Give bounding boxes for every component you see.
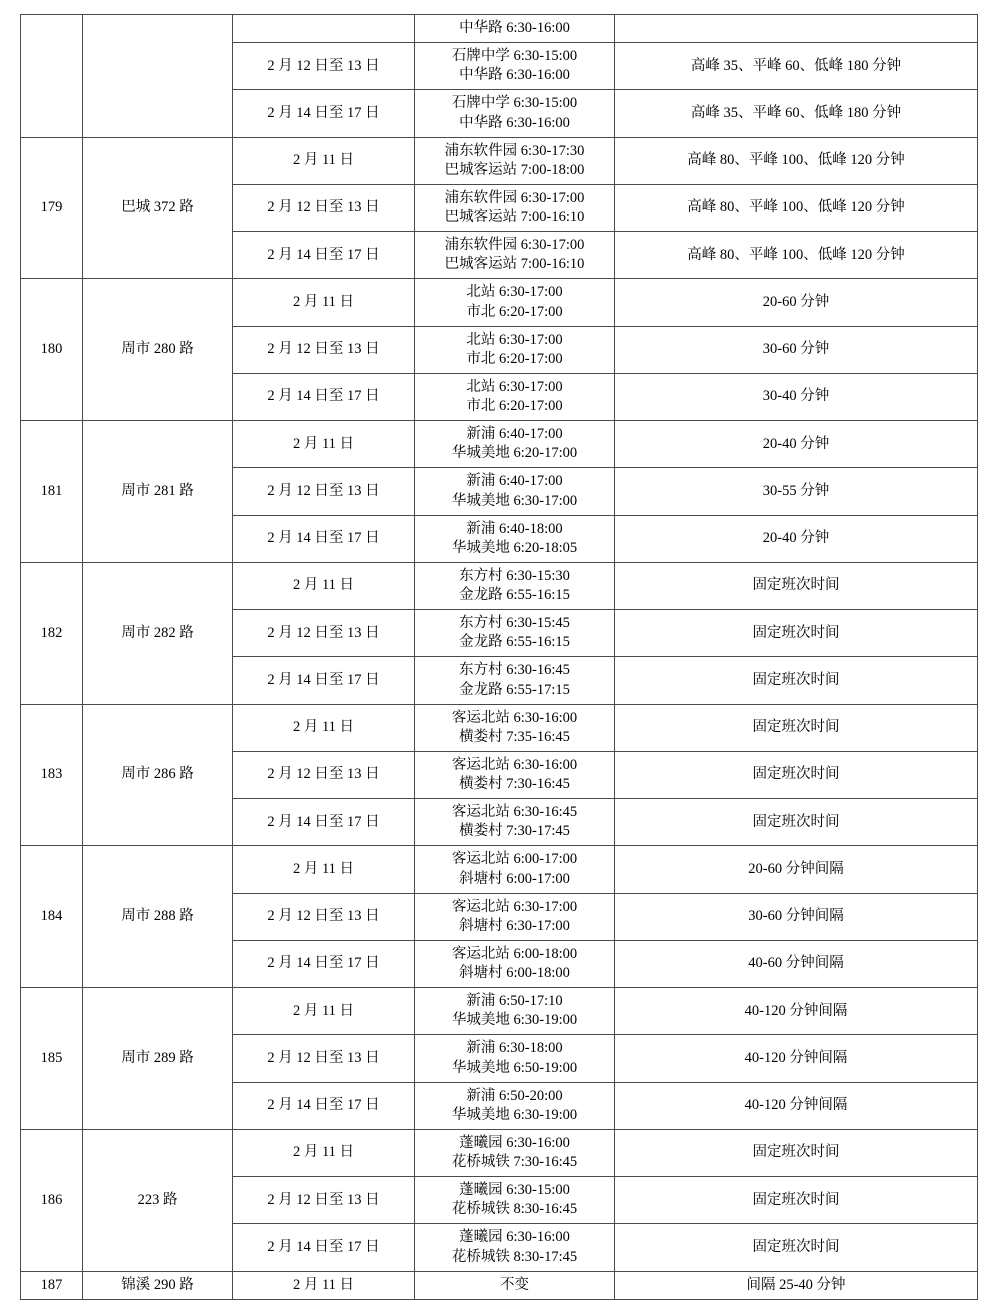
- time-line: 华城美地 6:30-17:00: [451, 492, 578, 509]
- row-serial-number: [21, 15, 83, 138]
- row-date: 2 月 12 日至 13 日: [233, 1035, 415, 1082]
- time-line: 蓬曦园 6:30-16:00: [459, 1229, 570, 1246]
- row-interval: 40-120 分钟间隔: [615, 988, 978, 1035]
- row-interval: 20-40 分钟: [615, 421, 978, 468]
- row-interval: 固定班次时间: [615, 657, 978, 704]
- row-date: 2 月 11 日: [233, 1271, 415, 1299]
- row-first-last-time: [415, 893, 615, 940]
- table-row: [21, 421, 978, 468]
- row-first-last-time: [415, 1129, 615, 1176]
- time-line: 客运北站 6:30-16:00: [451, 756, 578, 773]
- row-route-name: 周市 280 路: [83, 279, 233, 421]
- row-interval: 40-60 分钟间隔: [615, 940, 978, 987]
- time-line: 石牌中学 6:30-15:00: [451, 95, 578, 112]
- row-route-name: 周市 282 路: [83, 562, 233, 704]
- time-line: 斜塘村 6:00-18:00: [459, 965, 570, 981]
- time-line: 不变: [500, 1276, 529, 1293]
- row-interval: 高峰 80、平峰 100、低峰 120 分钟: [615, 184, 978, 231]
- row-interval: 30-60 分钟间隔: [615, 893, 978, 940]
- table-row: [21, 846, 978, 893]
- bus-schedule-table: [20, 14, 978, 1300]
- time-line: 蓬曦园 6:30-16:00: [459, 1134, 570, 1151]
- row-date: 2 月 12 日至 13 日: [233, 610, 415, 657]
- row-first-last-time: [415, 1082, 615, 1129]
- row-route-name: [83, 15, 233, 138]
- row-date: 2 月 14 日至 17 日: [233, 515, 415, 562]
- time-line: 华城美地 6:30-19:00: [451, 1012, 578, 1029]
- row-route-name: 223 路: [83, 1129, 233, 1271]
- table-body: [21, 15, 978, 1300]
- row-interval: 40-120 分钟间隔: [615, 1082, 978, 1129]
- row-first-last-time: [415, 1177, 615, 1224]
- table-row: [21, 137, 978, 184]
- time-line: 巴城客运站 7:00-16:10: [444, 209, 585, 225]
- time-line: 巴城客运站 7:00-18:00: [444, 161, 585, 178]
- row-date: 2 月 14 日至 17 日: [233, 1224, 415, 1271]
- time-line: 东方村 6:30-15:45: [459, 615, 570, 632]
- row-first-last-time: [415, 15, 615, 43]
- time-line: 客运北站 6:30-17:00: [451, 898, 578, 915]
- row-interval: 30-55 分钟: [615, 468, 978, 515]
- row-first-last-time: [415, 846, 615, 893]
- time-line: 北站 6:30-17:00: [466, 331, 563, 348]
- time-line: 浦东软件园 6:30-17:30: [444, 142, 585, 159]
- row-interval: 高峰 35、平峰 60、低峰 180 分钟: [615, 43, 978, 90]
- time-line: 客运北站 6:30-16:45: [451, 804, 578, 821]
- row-interval: 20-60 分钟间隔: [615, 846, 978, 893]
- row-first-last-time: [415, 515, 615, 562]
- row-first-last-time: [415, 43, 615, 90]
- time-line: 新浦 6:50-17:10: [466, 993, 563, 1010]
- row-first-last-time: [415, 421, 615, 468]
- row-interval: 固定班次时间: [615, 610, 978, 657]
- row-first-last-time: [415, 751, 615, 798]
- time-line: 花桥城铁 7:30-16:45: [451, 1154, 578, 1170]
- row-date: 2 月 12 日至 13 日: [233, 43, 415, 90]
- time-line: 斜塘村 6:30-17:00: [459, 917, 570, 934]
- row-interval: 固定班次时间: [615, 751, 978, 798]
- row-route-name: 巴城 372 路: [83, 137, 233, 279]
- time-line: 客运北站 6:00-17:00: [451, 851, 578, 868]
- row-serial-number: 185: [21, 988, 83, 1130]
- row-first-last-time: [415, 326, 615, 373]
- row-serial-number: 186: [21, 1129, 83, 1271]
- row-first-last-time: [415, 184, 615, 231]
- time-line: 横娄村 7:30-17:45: [459, 823, 570, 840]
- row-interval: 间隔 25-40 分钟: [615, 1271, 978, 1299]
- table-row: [21, 279, 978, 326]
- time-line: 新浦 6:40-18:00: [466, 520, 563, 537]
- table-row: [21, 1129, 978, 1176]
- row-date: 2 月 12 日至 13 日: [233, 751, 415, 798]
- row-date: 2 月 12 日至 13 日: [233, 468, 415, 515]
- row-interval: [615, 15, 978, 43]
- row-date: 2 月 11 日: [233, 137, 415, 184]
- row-first-last-time: [415, 657, 615, 704]
- time-line: 北站 6:30-17:00: [466, 378, 563, 395]
- row-route-name: 周市 281 路: [83, 421, 233, 563]
- row-interval: 20-60 分钟: [615, 279, 978, 326]
- time-line: 市北 6:20-17:00: [466, 398, 563, 414]
- time-line: 花桥城铁 8:30-17:45: [451, 1248, 578, 1265]
- table-row: [21, 15, 978, 43]
- time-line: 华城美地 6:30-19:00: [451, 1106, 578, 1123]
- row-date: 2 月 11 日: [233, 1129, 415, 1176]
- time-line: 北站 6:30-17:00: [466, 284, 563, 301]
- time-line: 中华路 6:30-16:00: [459, 114, 570, 131]
- row-first-last-time: [415, 1224, 615, 1271]
- time-line: 新浦 6:30-18:00: [466, 1040, 563, 1057]
- time-line: 客运北站 6:00-18:00: [451, 945, 578, 962]
- row-route-name: 锦溪 290 路: [83, 1271, 233, 1299]
- row-interval: 40-120 分钟间隔: [615, 1035, 978, 1082]
- row-interval: 高峰 35、平峰 60、低峰 180 分钟: [615, 90, 978, 137]
- row-date: 2 月 14 日至 17 日: [233, 90, 415, 137]
- time-line: 东方村 6:30-15:30: [459, 567, 570, 584]
- row-interval: 20-40 分钟: [615, 515, 978, 562]
- row-first-last-time: [415, 1271, 615, 1299]
- time-line: 中华路 6:30-16:00: [459, 20, 570, 36]
- time-line: 金龙路 6:55-16:15: [459, 634, 570, 651]
- time-line: 华城美地 6:20-17:00: [451, 445, 578, 462]
- row-first-last-time: [415, 1035, 615, 1082]
- row-date: 2 月 11 日: [233, 562, 415, 609]
- row-date: 2 月 11 日: [233, 988, 415, 1035]
- row-date: 2 月 12 日至 13 日: [233, 326, 415, 373]
- time-line: 蓬曦园 6:30-15:00: [459, 1182, 570, 1199]
- row-serial-number: 183: [21, 704, 83, 846]
- row-date: 2 月 14 日至 17 日: [233, 940, 415, 987]
- row-first-last-time: [415, 468, 615, 515]
- time-line: 新浦 6:50-20:00: [466, 1087, 563, 1104]
- row-serial-number: 179: [21, 137, 83, 279]
- row-serial-number: 180: [21, 279, 83, 421]
- row-first-last-time: [415, 988, 615, 1035]
- row-date: 2 月 14 日至 17 日: [233, 657, 415, 704]
- row-date: 2 月 14 日至 17 日: [233, 1082, 415, 1129]
- row-serial-number: 187: [21, 1271, 83, 1299]
- row-first-last-time: [415, 90, 615, 137]
- time-line: 华城美地 6:50-19:00: [451, 1059, 578, 1076]
- time-line: 花桥城铁 8:30-16:45: [451, 1201, 578, 1218]
- row-first-last-time: [415, 137, 615, 184]
- row-interval: 固定班次时间: [615, 1224, 978, 1271]
- time-line: 客运北站 6:30-16:00: [451, 709, 578, 726]
- row-date: 2 月 14 日至 17 日: [233, 799, 415, 846]
- row-serial-number: 182: [21, 562, 83, 704]
- row-interval: 30-60 分钟: [615, 326, 978, 373]
- time-line: 横娄村 7:35-16:45: [459, 728, 570, 745]
- row-interval: 固定班次时间: [615, 1129, 978, 1176]
- time-line: 华城美地 6:20-18:05: [451, 539, 578, 556]
- row-first-last-time: [415, 279, 615, 326]
- row-date: 2 月 11 日: [233, 846, 415, 893]
- time-line: 浦东软件园 6:30-17:00: [444, 189, 585, 206]
- row-date: 2 月 12 日至 13 日: [233, 893, 415, 940]
- table-row: [21, 1271, 978, 1299]
- row-date: 2 月 12 日至 13 日: [233, 1177, 415, 1224]
- row-interval: 固定班次时间: [615, 799, 978, 846]
- row-date: 2 月 11 日: [233, 704, 415, 751]
- row-date: 2 月 14 日至 17 日: [233, 232, 415, 279]
- table-row: [21, 988, 978, 1035]
- row-first-last-time: [415, 799, 615, 846]
- row-route-name: 周市 289 路: [83, 988, 233, 1130]
- row-date: 2 月 11 日: [233, 279, 415, 326]
- time-line: 石牌中学 6:30-15:00: [451, 48, 578, 65]
- row-interval: 固定班次时间: [615, 704, 978, 751]
- row-serial-number: 181: [21, 421, 83, 563]
- row-first-last-time: [415, 373, 615, 420]
- row-date: 2 月 12 日至 13 日: [233, 184, 415, 231]
- time-line: 浦东软件园 6:30-17:00: [444, 237, 585, 254]
- time-line: 横娄村 7:30-16:45: [459, 776, 570, 792]
- row-first-last-time: [415, 704, 615, 751]
- row-first-last-time: [415, 610, 615, 657]
- time-line: 东方村 6:30-16:45: [459, 662, 570, 679]
- row-route-name: 周市 288 路: [83, 846, 233, 988]
- row-route-name: 周市 286 路: [83, 704, 233, 846]
- row-first-last-time: [415, 232, 615, 279]
- time-line: 金龙路 6:55-16:15: [459, 587, 570, 603]
- time-line: 巴城客运站 7:00-16:10: [444, 256, 585, 273]
- time-line: 市北 6:20-17:00: [466, 303, 563, 320]
- row-first-last-time: [415, 562, 615, 609]
- row-interval: 30-40 分钟: [615, 373, 978, 420]
- row-interval: 高峰 80、平峰 100、低峰 120 分钟: [615, 137, 978, 184]
- row-first-last-time: [415, 940, 615, 987]
- row-interval: 固定班次时间: [615, 1177, 978, 1224]
- table-row: [21, 704, 978, 751]
- time-line: 金龙路 6:55-17:15: [459, 681, 570, 698]
- row-date: [233, 15, 415, 43]
- time-line: 新浦 6:40-17:00: [466, 473, 563, 490]
- row-date: 2 月 14 日至 17 日: [233, 373, 415, 420]
- time-line: 新浦 6:40-17:00: [466, 426, 563, 443]
- row-date: 2 月 11 日: [233, 421, 415, 468]
- time-line: 中华路 6:30-16:00: [459, 67, 570, 84]
- time-line: 市北 6:20-17:00: [466, 350, 563, 367]
- row-interval: 固定班次时间: [615, 562, 978, 609]
- time-line: 斜塘村 6:00-17:00: [459, 870, 570, 887]
- row-interval: 高峰 80、平峰 100、低峰 120 分钟: [615, 232, 978, 279]
- row-serial-number: 184: [21, 846, 83, 988]
- table-row: [21, 562, 978, 609]
